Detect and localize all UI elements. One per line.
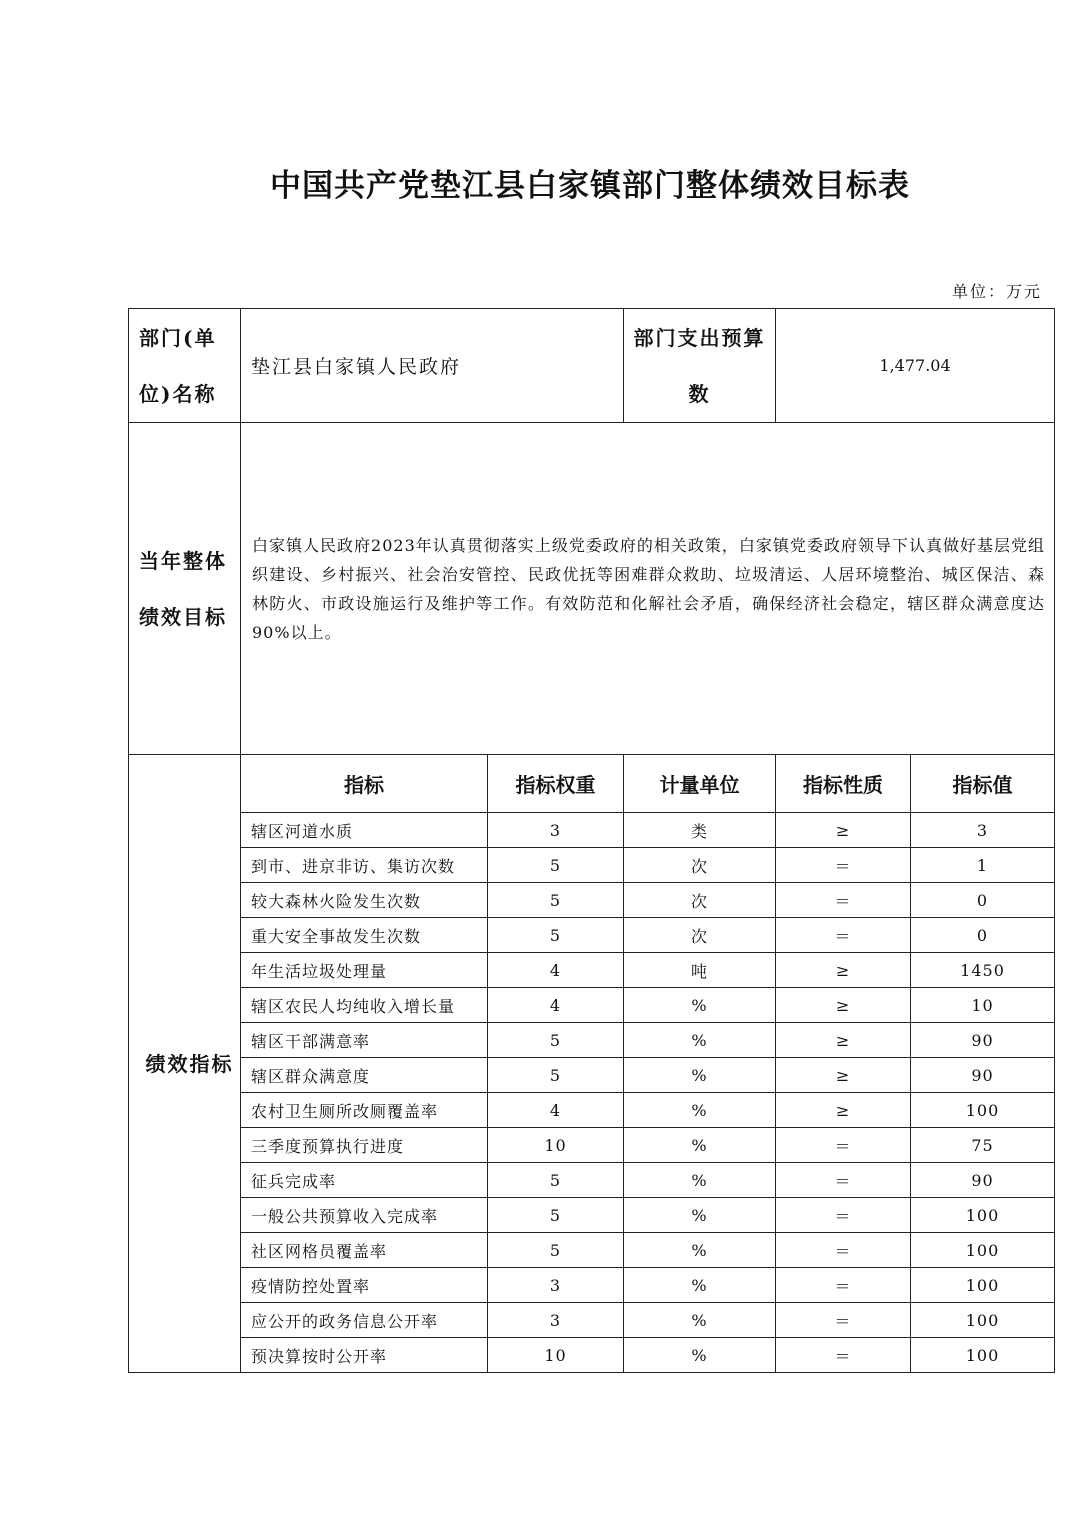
column-header: 计量单位 <box>624 755 776 813</box>
indicator-value: 90 <box>911 1058 1055 1093</box>
indicator-weight: 5 <box>488 1163 624 1198</box>
indicator-row <box>129 918 1055 953</box>
indicator-row <box>129 1093 1055 1128</box>
indicator-name: 三季度预算执行进度 <box>241 1128 488 1163</box>
indicator-operator: ＝ <box>776 1163 911 1198</box>
indicator-value: 10 <box>911 988 1055 1023</box>
indicator-value: 1450 <box>911 953 1055 988</box>
indicator-weight: 5 <box>488 1198 624 1233</box>
indicator-unit: 类 <box>624 813 776 848</box>
indicator-weight: 10 <box>488 1338 624 1373</box>
indicator-row <box>129 953 1055 988</box>
indicator-name: 年生活垃圾处理量 <box>241 953 488 988</box>
indicator-row <box>129 1163 1055 1198</box>
indicator-value: 100 <box>911 1338 1055 1373</box>
indicator-unit: % <box>624 988 776 1023</box>
unit-label: 单位：万元 <box>951 282 1042 301</box>
indicator-weight: 4 <box>488 1093 624 1128</box>
indicator-value: 100 <box>911 1093 1055 1128</box>
indicator-row <box>129 1198 1055 1233</box>
indicator-name: 较大森林火险发生次数 <box>241 883 488 918</box>
indicator-operator: ＝ <box>776 918 911 953</box>
goal-text: 白家镇人民政府2023年认真贯彻落实上级党委政府的相关政策，白家镇党委政府领导下认真做好基层党组织建设、乡村振兴、社会治安管控、民政优抚等困难群众救助、垃圾清运、人居环境整治、城区保洁、森林防火、市政设施运行及维护等工作。有效防范和化解社会矛盾，确保经济社会稳定，辖区群众满意度达90%以上。 <box>241 423 1055 755</box>
indicator-row <box>129 1023 1055 1058</box>
page-title: 中国共产党垫江县白家镇部门整体绩效目标表 <box>270 168 910 204</box>
column-header: 指标值 <box>911 755 1055 813</box>
indicator-unit: 次 <box>624 848 776 883</box>
indicator-name: 重大安全事故发生次数 <box>241 918 488 953</box>
goal-row <box>129 423 1055 755</box>
indicator-name: 应公开的政务信息公开率 <box>241 1303 488 1338</box>
indicator-name: 辖区干部满意率 <box>241 1023 488 1058</box>
indicator-name: 到市、进京非访、集访次数 <box>241 848 488 883</box>
indicator-row <box>129 1058 1055 1093</box>
indicator-name: 辖区农民人均纯收入增长量 <box>241 988 488 1023</box>
indicator-operator: ≥ <box>776 813 911 848</box>
indicator-unit: 吨 <box>624 953 776 988</box>
indicator-operator: ≥ <box>776 1058 911 1093</box>
indicator-operator: ≥ <box>776 1023 911 1058</box>
indicator-weight: 3 <box>488 813 624 848</box>
indicator-row <box>129 1268 1055 1303</box>
indicator-unit: % <box>624 1058 776 1093</box>
indicator-unit: % <box>624 1128 776 1163</box>
indicator-name: 征兵完成率 <box>241 1163 488 1198</box>
indicator-weight: 3 <box>488 1268 624 1303</box>
indicator-value: 100 <box>911 1303 1055 1338</box>
dept-label: 部门(单位)名称 <box>129 309 241 423</box>
indicator-unit: 次 <box>624 883 776 918</box>
indicator-header-row <box>129 755 1055 813</box>
indicator-value: 100 <box>911 1198 1055 1233</box>
goal-label: 当年整体绩效目标 <box>129 423 241 755</box>
indicator-row <box>129 1128 1055 1163</box>
indicator-row <box>129 848 1055 883</box>
performance-table <box>128 308 1055 1373</box>
indicator-operator: ＝ <box>776 883 911 918</box>
indicator-operator: ＝ <box>776 1233 911 1268</box>
indicator-row <box>129 813 1055 848</box>
indicator-weight: 10 <box>488 1128 624 1163</box>
indicator-weight: 5 <box>488 1058 624 1093</box>
indicator-unit: % <box>624 1023 776 1058</box>
indicator-operator: ＝ <box>776 1303 911 1338</box>
column-header: 指标性质 <box>776 755 911 813</box>
indicator-operator: ＝ <box>776 1128 911 1163</box>
indicator-row <box>129 883 1055 918</box>
indicator-operator: ＝ <box>776 848 911 883</box>
indicator-value: 90 <box>911 1023 1055 1058</box>
indicator-name: 辖区群众满意度 <box>241 1058 488 1093</box>
indicator-unit: % <box>624 1198 776 1233</box>
indicator-unit: % <box>624 1163 776 1198</box>
budget-label: 部门支出预算数 <box>624 309 776 423</box>
indicator-weight: 5 <box>488 1023 624 1058</box>
indicator-value: 100 <box>911 1268 1055 1303</box>
indicator-operator: ≥ <box>776 988 911 1023</box>
indicator-unit: % <box>624 1268 776 1303</box>
indicator-value: 0 <box>911 883 1055 918</box>
indicator-value: 100 <box>911 1233 1055 1268</box>
dept-name: 垫江县白家镇人民政府 <box>241 309 624 423</box>
indicator-name: 疫情防控处置率 <box>241 1268 488 1303</box>
indicator-name: 辖区河道水质 <box>241 813 488 848</box>
indicator-unit: % <box>624 1303 776 1338</box>
indicator-weight: 4 <box>488 988 624 1023</box>
indicator-unit: % <box>624 1093 776 1128</box>
indicator-row <box>129 1233 1055 1268</box>
indicator-unit: 次 <box>624 918 776 953</box>
indicator-weight: 5 <box>488 848 624 883</box>
column-header: 指标 <box>241 755 488 813</box>
indicator-operator: ＝ <box>776 1198 911 1233</box>
indicator-weight: 5 <box>488 918 624 953</box>
indicator-value: 3 <box>911 813 1055 848</box>
indicator-unit: % <box>624 1338 776 1373</box>
indicator-value: 75 <box>911 1128 1055 1163</box>
indicator-row <box>129 1303 1055 1338</box>
indicator-weight: 3 <box>488 1303 624 1338</box>
indicator-weight: 4 <box>488 953 624 988</box>
indicator-name: 农村卫生厕所改厕覆盖率 <box>241 1093 488 1128</box>
indicator-row <box>129 988 1055 1023</box>
indicator-operator: ＝ <box>776 1338 911 1373</box>
indicator-operator: ＝ <box>776 1268 911 1303</box>
indicator-value: 1 <box>911 848 1055 883</box>
indicator-operator: ≥ <box>776 1093 911 1128</box>
dept-row <box>129 309 1055 423</box>
indicator-unit: % <box>624 1233 776 1268</box>
indicator-weight: 5 <box>488 883 624 918</box>
indicator-operator: ≥ <box>776 953 911 988</box>
indicator-row <box>129 1338 1055 1373</box>
column-header: 指标权重 <box>488 755 624 813</box>
indicator-name: 预决算按时公开率 <box>241 1338 488 1373</box>
indicator-weight: 5 <box>488 1233 624 1268</box>
budget-value: 1,477.04 <box>776 309 1055 423</box>
indicator-name: 一般公共预算收入完成率 <box>241 1198 488 1233</box>
indicator-value: 90 <box>911 1163 1055 1198</box>
perf-label: 绩效指标 <box>129 755 241 1373</box>
indicator-value: 0 <box>911 918 1055 953</box>
indicator-name: 社区网格员覆盖率 <box>241 1233 488 1268</box>
